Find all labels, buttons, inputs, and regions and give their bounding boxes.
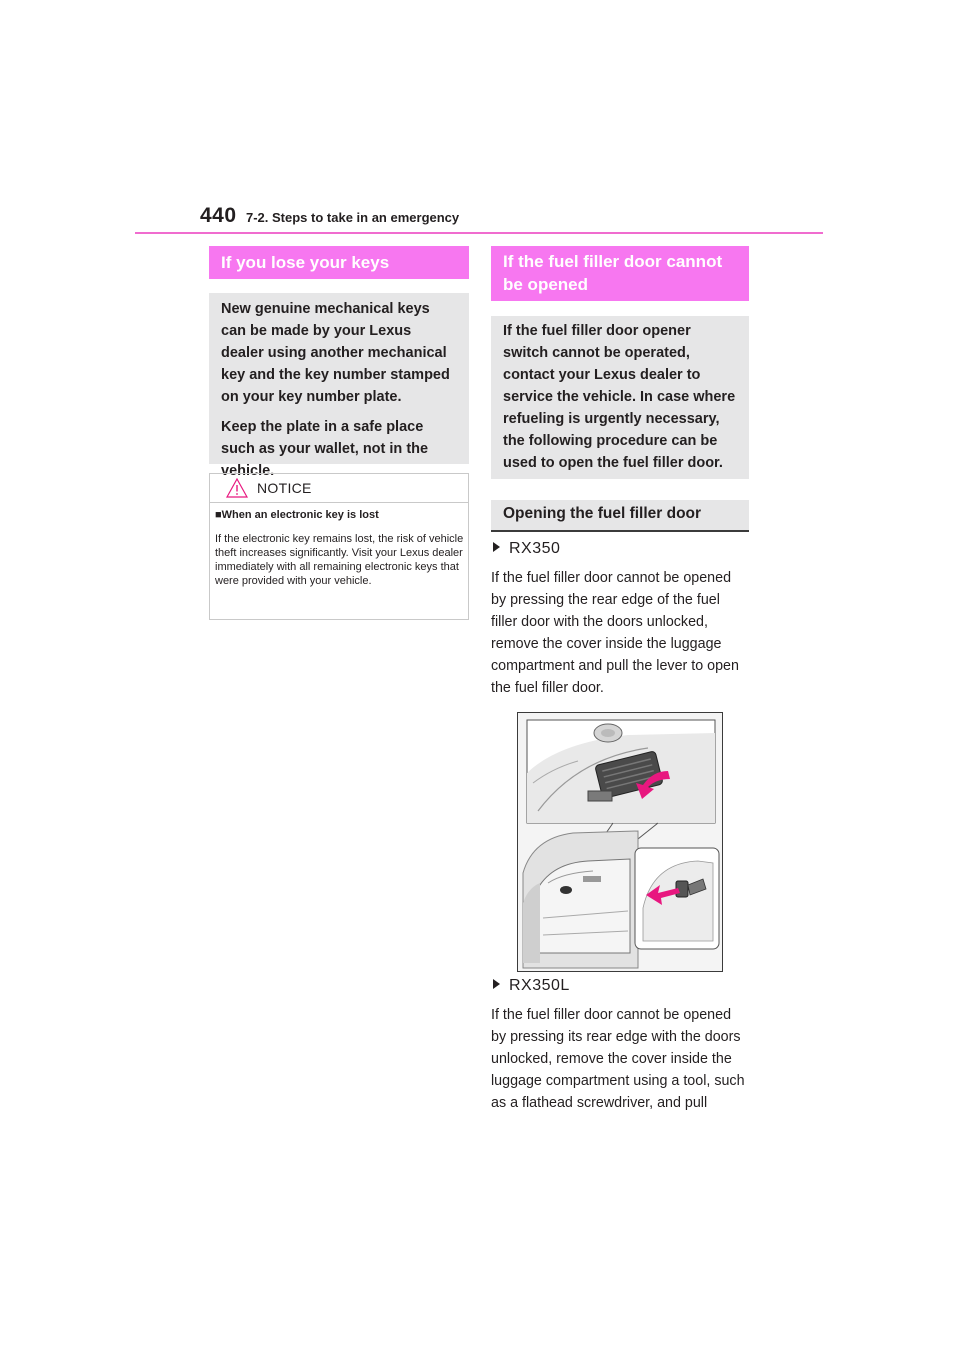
- rx350l-text: If the fuel filler door cannot be opened by pressing its rear edge with the doors unlocked, remove the cover inside the luggage compartment using a tool, such as a flathead screwdriver, and pull: [491, 1007, 745, 1111]
- notice-header: [210, 474, 468, 503]
- illustration-svg: [518, 713, 723, 972]
- triangle-bullet-icon: [493, 979, 500, 989]
- fuel-door-intro: If the fuel filler door opener switch cannot be operated, contact your Lexus dealer to service the vehicle. In case where refueling is urgently necessary, the following procedure can be used to open the fuel filler door.: [503, 323, 736, 471]
- lose-keys-heading: [209, 246, 469, 279]
- fuel-door-heading: [491, 246, 749, 301]
- lose-keys-para1: New genuine mechanical keys can be made by your Lexus dealer using another mechanical key and the key number stamped on your key number plate.: [221, 301, 450, 405]
- fuel-door-heading-text: If the fuel filler door cannot be opened: [503, 252, 723, 294]
- warning-icon: [226, 478, 248, 498]
- rx350-text: If the fuel filler door cannot be opened by pressing the rear edge of the fuel filler door with the doors unlocked, remove the cover inside the luggage compartment and pull the lever to open the fuel filler door.: [491, 570, 739, 696]
- opening-fuel-door-subheading: [491, 500, 749, 532]
- section-title: 7-2. Steps to take in an emergency: [246, 210, 460, 225]
- notice-label: NOTICE: [257, 480, 312, 496]
- notice-box: [209, 473, 469, 620]
- triangle-bullet-icon: [493, 542, 500, 552]
- fuel-door-intro-box: [491, 316, 749, 479]
- rx350l-bullet: [493, 977, 570, 995]
- notice-text: If the electronic key remains lost, the risk of vehicle theft increases significantly. Visit your Lexus dealer immediately with all remaining electronic keys that were provided with your vehicle.: [215, 533, 464, 587]
- lose-keys-box: [209, 293, 469, 479]
- rx350-label: RX350: [509, 540, 561, 557]
- opening-fuel-door-text: Opening the fuel filler door: [503, 505, 702, 522]
- rx350l-label: RX350L: [509, 977, 570, 994]
- notice-subheading: ■When an electronic key is lost: [215, 509, 379, 521]
- page-number: 440: [200, 204, 237, 227]
- header-rule: [135, 232, 823, 234]
- lose-keys-heading-text: If you lose your keys: [221, 253, 390, 272]
- rx350-bullet: [493, 540, 560, 558]
- fuel-door-lever-illustration: [517, 712, 723, 972]
- lose-keys-para2: Keep the plate in a safe place such as your wallet, not in the vehicle.: [221, 419, 429, 479]
